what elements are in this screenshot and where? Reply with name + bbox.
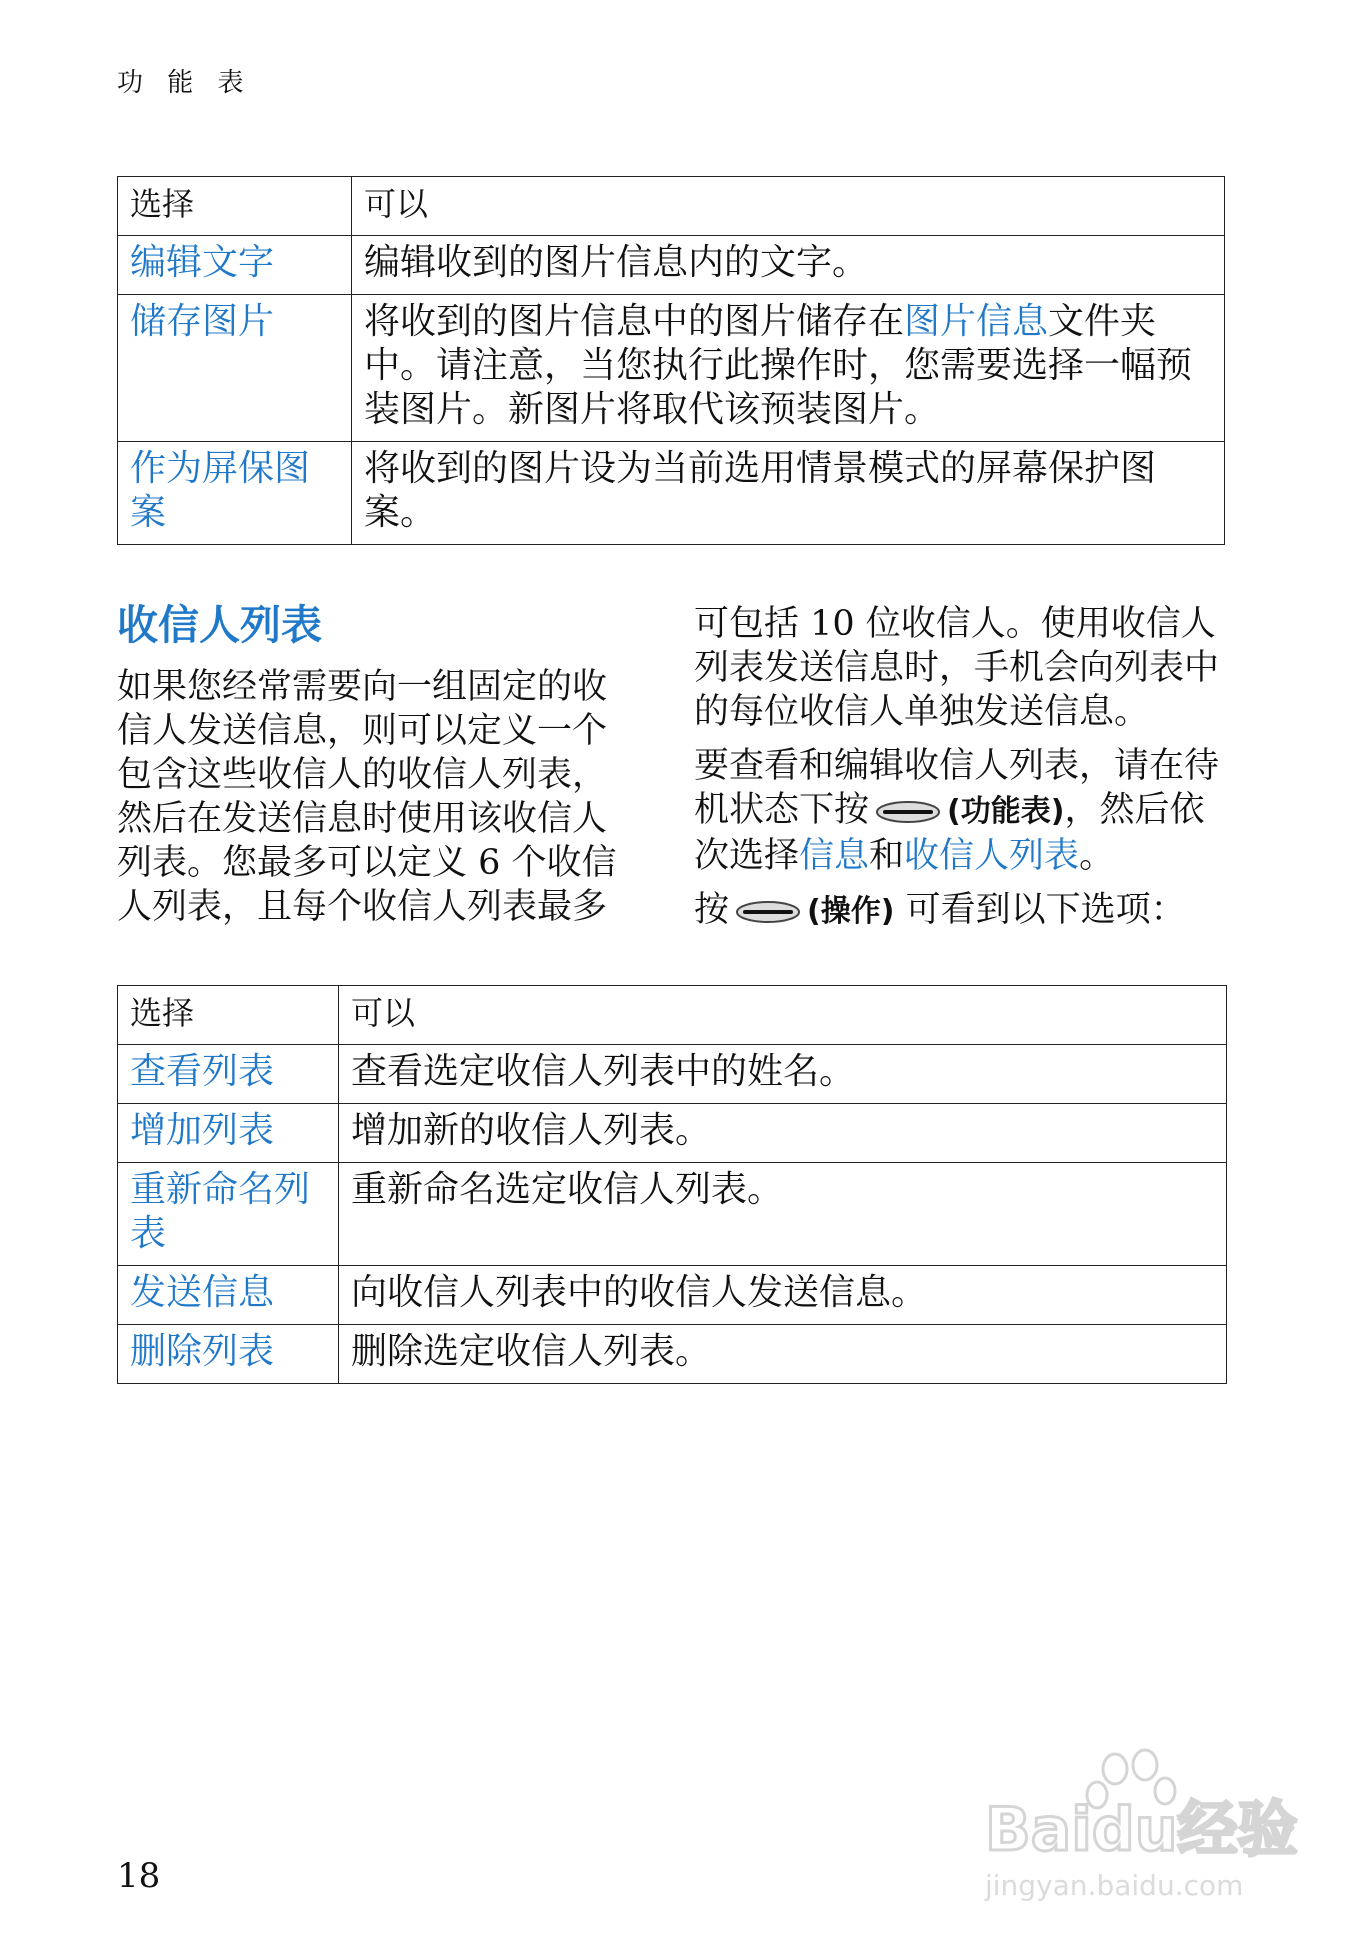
- table-row: [118, 1325, 1227, 1384]
- selection-key-icon: [735, 900, 801, 924]
- picture-messages-folder-link[interactable]: 图片信息: [904, 301, 1049, 342]
- table-row: [118, 1163, 1227, 1266]
- table-header-row: [118, 177, 1225, 236]
- table-header-row: [118, 986, 1227, 1045]
- column-header-select: 选择: [118, 177, 352, 236]
- watermark-logo: Baidu经验: [985, 1795, 1298, 1865]
- table-row: [118, 1266, 1227, 1325]
- table-row: [118, 295, 1225, 442]
- instruction-text: 可看到以下选项：: [905, 890, 1186, 930]
- instruction-text: ，然后依次选择: [694, 790, 1205, 876]
- description-text: 文件夹中。请注意，当您执行此操作时，您需要选择一幅预装图片。新图片将取代该预装图片。: [364, 301, 1193, 430]
- option-description: 删除选定收信人列表。: [339, 1325, 1227, 1384]
- instruction-text: 。: [1079, 836, 1115, 876]
- instruction-text: 按: [694, 890, 730, 930]
- option-edit-text[interactable]: 编辑文字: [118, 236, 352, 295]
- distribution-list-options-table: [117, 985, 1227, 1384]
- section-title: 收信人列表: [117, 601, 322, 649]
- column-header-action: 可以: [339, 986, 1227, 1045]
- option-description: 编辑收到的图片信息内的文字。: [352, 236, 1225, 295]
- option-description: 向收信人列表中的收信人发送信息。: [339, 1266, 1227, 1325]
- option-view-list[interactable]: 查看列表: [118, 1045, 339, 1104]
- option-send-message[interactable]: 发送信息: [118, 1266, 339, 1325]
- page-number: 18: [117, 1856, 161, 1896]
- key-label-options: (操作): [807, 894, 895, 929]
- running-header: 功 能 表: [117, 68, 252, 98]
- option-description: [352, 295, 1225, 442]
- picture-message-options-table: [117, 176, 1225, 545]
- option-description: 查看选定收信人列表中的姓名。: [339, 1045, 1227, 1104]
- option-delete-list[interactable]: 删除列表: [118, 1325, 339, 1384]
- paragraph-instructions: [694, 744, 1234, 878]
- option-description: 增加新的收信人列表。: [339, 1104, 1227, 1163]
- option-set-as-screensaver[interactable]: 作为屏保图案: [118, 442, 352, 545]
- table-row: [118, 236, 1225, 295]
- option-description: 重新命名选定收信人列表。: [339, 1163, 1227, 1266]
- column-header-select: 选择: [118, 986, 339, 1045]
- instruction-text: 和: [869, 836, 905, 876]
- key-label-menu: (功能表): [947, 794, 1065, 829]
- column-header-action: 可以: [352, 177, 1225, 236]
- instruction-text: 要查看和编辑收信人列表，请在待机状态下按: [694, 746, 1220, 830]
- text-column-left: [117, 665, 637, 939]
- text-column-right: [694, 602, 1234, 944]
- table-row: [118, 442, 1225, 545]
- option-add-list[interactable]: 增加列表: [118, 1104, 339, 1163]
- option-description: 将收到的图片设为当前选用情景模式的屏幕保护图案。: [352, 442, 1225, 545]
- messages-link[interactable]: 信息: [799, 836, 870, 876]
- baidu-jingyan-watermark: [975, 1745, 1305, 1905]
- watermark-url: jingyan.baidu.com: [985, 1869, 1244, 1902]
- distribution-lists-link[interactable]: 收信人列表: [904, 836, 1080, 876]
- option-save-picture[interactable]: 储存图片: [118, 295, 352, 442]
- paragraph-intro-continued: 可包括 10 位收信人。使用收信人列表发送信息时，手机会向列表中的每位收信人单独发送信息。: [694, 604, 1220, 732]
- option-rename-list[interactable]: 重新命名列表: [118, 1163, 339, 1266]
- table-row: [118, 1045, 1227, 1104]
- paragraph-options-intro: [694, 888, 1234, 934]
- table-row: [118, 1104, 1227, 1163]
- description-text: 将收到的图片信息中的图片储存在: [364, 301, 905, 342]
- paragraph-intro: 如果您经常需要向一组固定的收信人发送信息，则可以定义一个包含这些收信人的收信人列表，然后在发送信息时使用该收信人列表。您最多可以定义 6 个收信人列表，且每个收信人列表最多: [117, 667, 617, 927]
- selection-key-icon: [875, 800, 941, 824]
